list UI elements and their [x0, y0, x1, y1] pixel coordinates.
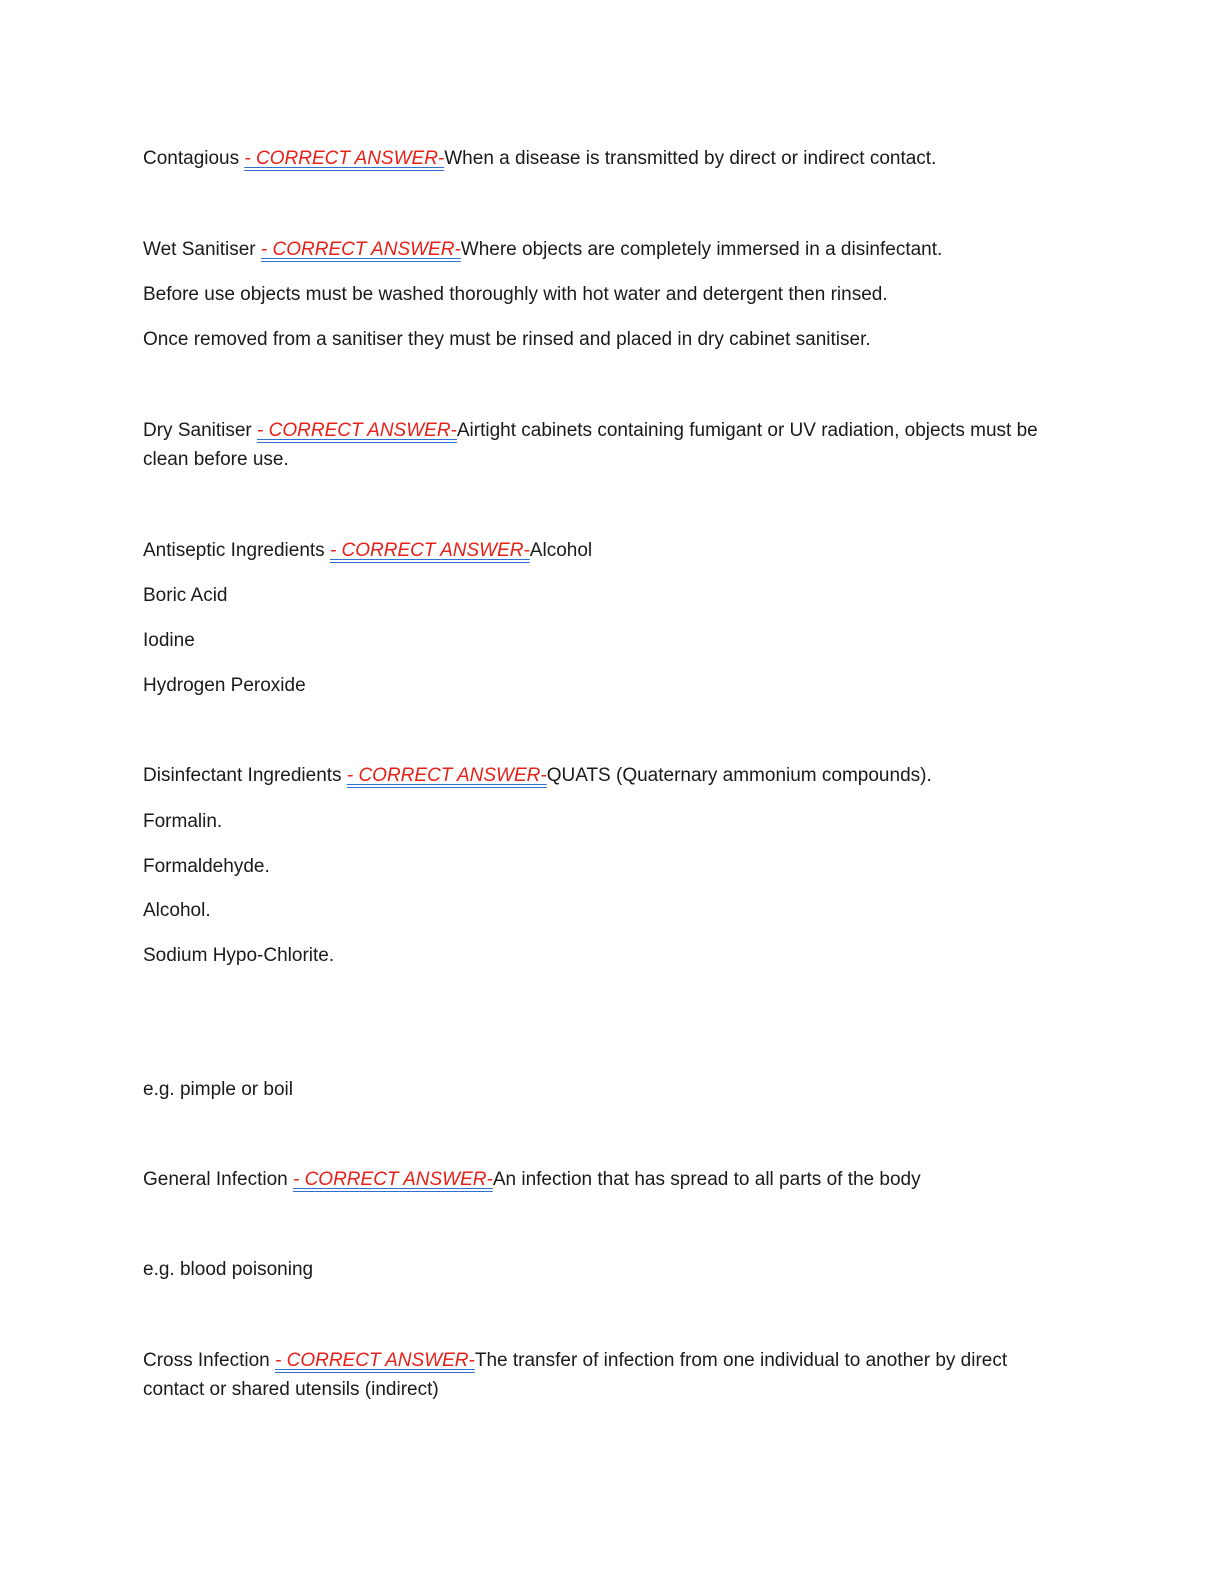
term: Antiseptic Ingredients [143, 540, 330, 561]
example-line: e.g. blood poisoning [143, 1259, 314, 1280]
answer-text: When a disease is transmitted by direct or indirect contact. [444, 148, 937, 169]
entry-disinfectant-ingredients [143, 761, 1063, 790]
correct-answer-marker: - CORRECT ANSWER- [346, 765, 547, 786]
correct-answer-marker: - CORRECT ANSWER- [244, 148, 445, 169]
correct-answer-marker: - CORRECT ANSWER- [257, 420, 457, 441]
answer-line: Hydrogen Peroxide [143, 675, 306, 696]
answer-line: Iodine [143, 630, 195, 651]
answer-line: Alcohol. [143, 900, 211, 921]
entry-dry-sanitiser [143, 416, 1063, 474]
entry-wet-sanitiser [143, 235, 1063, 264]
correct-answer-marker: - CORRECT ANSWER- [292, 1169, 493, 1190]
answer-line: Before use objects must be washed thoroughly with hot water and detergent then rinsed. [143, 284, 888, 305]
answer-line: Formaldehyde. [143, 856, 270, 877]
answer-line: Once removed from a sanitiser they must be rinsed and placed in dry cabinet sanitiser. [143, 329, 871, 350]
term: Disinfectant Ingredients [143, 765, 347, 786]
entry-contagious [143, 144, 1063, 173]
term: Wet Sanitiser [143, 239, 261, 260]
correct-answer-marker: - CORRECT ANSWER- [260, 239, 461, 260]
entry-antiseptic-ingredients [143, 536, 1063, 565]
answer-text: The transfer of infection from one individual to another by direct contact or shared utensils (indirect) [143, 1350, 1008, 1400]
answer-text: Alcohol [529, 540, 593, 561]
term: Cross Infection [143, 1350, 275, 1371]
answer-text: Where objects are completely immersed in a disinfectant. [460, 239, 943, 260]
answer-line: Formalin. [143, 811, 223, 832]
answer-line: Boric Acid [143, 585, 228, 606]
answer-text: Airtight cabinets containing fumigant or UV radiation, objects must be clean before use. [143, 420, 1038, 470]
entry-general-infection [143, 1165, 1063, 1194]
entry-cross-infection [143, 1346, 1063, 1404]
term: Dry Sanitiser [143, 420, 258, 441]
answer-text: An infection that has spread to all parts of the body [492, 1169, 921, 1190]
answer-line: Sodium Hypo-Chlorite. [143, 945, 335, 966]
correct-answer-marker: - CORRECT ANSWER- [329, 540, 530, 561]
answer-text: QUATS (Quaternary ammonium compounds). [546, 765, 932, 786]
correct-answer-marker: - CORRECT ANSWER- [275, 1350, 475, 1371]
term: Contagious [143, 148, 245, 169]
example-line: e.g. pimple or boil [143, 1079, 293, 1100]
term: General Infection [143, 1169, 293, 1190]
